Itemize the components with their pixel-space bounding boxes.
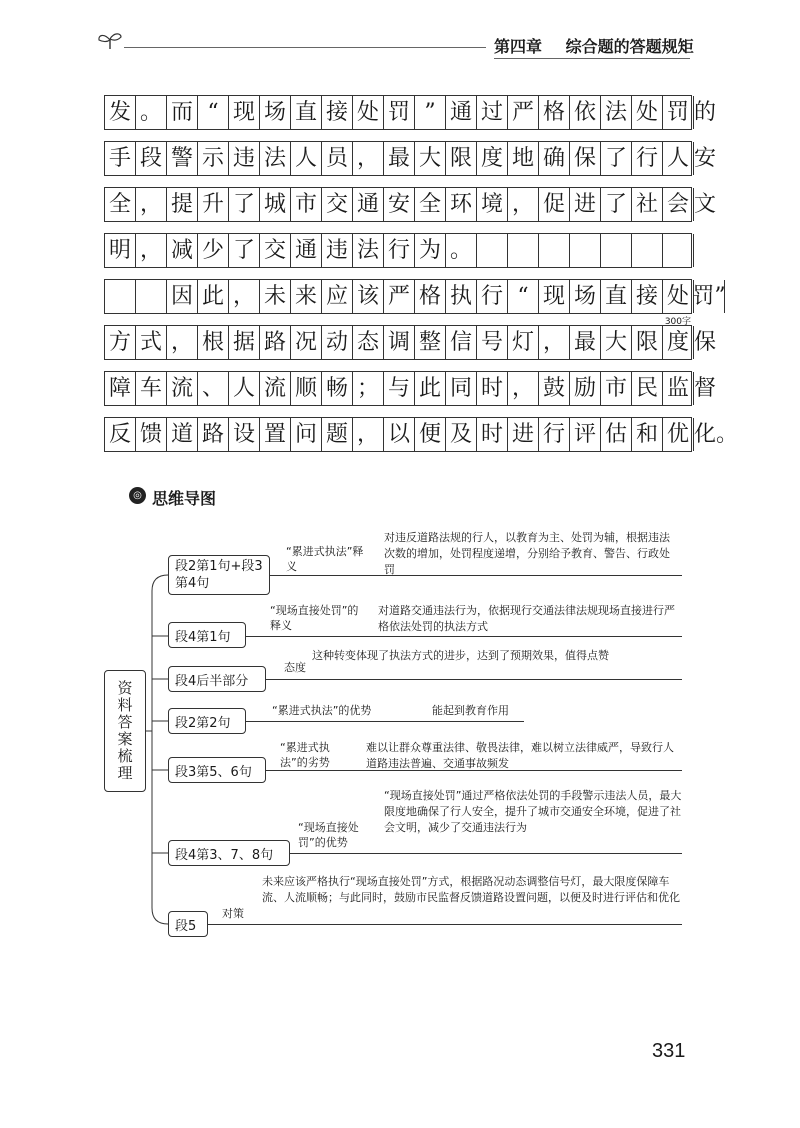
grid-cell: 限 xyxy=(632,326,663,359)
branch-line xyxy=(290,853,682,854)
grid-cell: 路 xyxy=(198,418,229,451)
grid-cell: 式 xyxy=(136,326,167,359)
mindmap-description: 对道路交通违法行为，依据现行交通法律法规现场直接进行严格依法处罚的执法方式 xyxy=(378,604,675,633)
grid-cell: 警 xyxy=(167,142,198,175)
grid-cell: 明 xyxy=(105,234,136,267)
grid-cell: 了 xyxy=(601,188,632,221)
grid-cell: 进 xyxy=(508,418,539,451)
grid-cell: 方 xyxy=(105,326,136,359)
grid-cell: 估 xyxy=(601,418,632,451)
grid-cell: ， xyxy=(508,188,539,221)
mindmap-description: 能起到教育作用 xyxy=(432,704,509,717)
grid-cell: 市 xyxy=(601,372,632,405)
grid-cell: 保 xyxy=(694,329,717,355)
mindmap-node: 段4第3、7、8句 xyxy=(168,840,290,866)
grid-cell: 法 xyxy=(260,142,291,175)
grid-cell: 行 xyxy=(384,234,415,267)
grid-cell: 据 xyxy=(229,326,260,359)
grid-cell: 行 xyxy=(477,280,508,313)
grid-cell: 少 xyxy=(198,234,229,267)
grid-cell: 未 xyxy=(260,280,291,313)
grid-cell: 处 xyxy=(663,280,694,313)
grid-cell: 号 xyxy=(477,326,508,359)
branch-line xyxy=(246,721,524,722)
mindmap-description: 对违反道路法规的行人，以教育为主、处罚为辅，根据违法次数的增加，处罚程度递增，分别给予教育、警告、行政处罚 xyxy=(384,531,670,576)
branch-line xyxy=(266,770,682,771)
grid-cell: 流 xyxy=(260,372,291,405)
grid-cell: 场 xyxy=(260,96,291,129)
grid-cell: 接 xyxy=(322,96,353,129)
grid-cell: 。 xyxy=(446,234,477,267)
grid-cell: ； xyxy=(353,372,384,405)
grid-cell: 灯 xyxy=(508,326,539,359)
word-count-label: 300字 xyxy=(664,317,691,327)
grid-cell: 励 xyxy=(570,372,601,405)
grid-cell: 罚” xyxy=(694,280,725,313)
grid-cell: 促 xyxy=(539,188,570,221)
grid-cell: 鼓 xyxy=(539,372,570,405)
grid-cell: 评 xyxy=(570,418,601,451)
grid-cell: “ xyxy=(198,96,229,129)
grid-cell: 法 xyxy=(601,96,632,129)
mindmap-root-label: 资料答案梳理 xyxy=(115,680,134,782)
grid-cell: 全 xyxy=(105,188,136,221)
grid-cell: 以 xyxy=(384,418,415,451)
grid-cell: 过 xyxy=(477,96,508,129)
grid-cell: 应 xyxy=(322,280,353,313)
grid-cell: ， xyxy=(353,418,384,451)
grid-cell: 最 xyxy=(570,326,601,359)
grid-cell: 根 xyxy=(198,326,229,359)
mindmap-node: 段2第1句+段3第4句 xyxy=(168,555,270,595)
mindmap-title: 思维导图 xyxy=(152,489,217,508)
branch-line xyxy=(270,575,682,576)
grid-cell: 度 xyxy=(477,142,508,175)
grid-cell: 城 xyxy=(260,188,291,221)
grid-cell: 员 xyxy=(322,142,353,175)
grid-cell: 同 xyxy=(446,372,477,405)
grid-cell: 而 xyxy=(167,96,198,129)
mindmap-node: 段2第2句 xyxy=(168,708,246,734)
grid-cell: 限 xyxy=(446,142,477,175)
grid-cell: 路 xyxy=(260,326,291,359)
grid-cell: 行 xyxy=(539,418,570,451)
grid-cell: ， xyxy=(353,142,384,175)
grid-cell: 手 xyxy=(105,142,136,175)
mindmap-label: “累进式执法”的优势 xyxy=(272,704,372,717)
grid-cell: 最 xyxy=(384,142,415,175)
branch-line xyxy=(246,636,682,637)
grid-cell: 格 xyxy=(415,280,446,313)
grid-cell: 该 xyxy=(353,280,384,313)
grid-cell: 督 xyxy=(694,375,717,401)
grid-cell: 了 xyxy=(601,142,632,175)
grid-cell: 况 xyxy=(291,326,322,359)
grid-cell: 行 xyxy=(632,142,663,175)
mindmap-node: 段5 xyxy=(168,911,208,937)
grid-cell: 为 xyxy=(415,234,446,267)
grid-cell: 置 xyxy=(260,418,291,451)
grid-cell: 调 xyxy=(384,326,415,359)
grid-cell: 顺 xyxy=(291,372,322,405)
grid-cell: 监 xyxy=(663,372,694,405)
section-badge-icon: ◎ xyxy=(129,487,146,504)
mindmap-label: “累进式执法”释义 xyxy=(286,545,364,573)
branch-line xyxy=(266,679,682,680)
grid-cell: 确 xyxy=(539,142,570,175)
grid-cell: 交 xyxy=(322,188,353,221)
mindmap-description: 未来应该严格执行“现场直接处罚”方式，根据路况动态调整信号灯，最大限度保障车流、人流顺畅；与此同时，鼓励市民监督反馈道路设置问题，以便及时进行评估和优化 xyxy=(262,875,680,904)
grid-cell: ， xyxy=(136,188,167,221)
grid-cell: 示 xyxy=(198,142,229,175)
grid-cell: 便 xyxy=(415,418,446,451)
grid-cell: ， xyxy=(136,234,167,267)
mindmap-node: 段4第1句 xyxy=(168,622,246,648)
grid-cell: 馈 xyxy=(136,418,167,451)
grid-cell: 严 xyxy=(384,280,415,313)
grid-cell: ， xyxy=(508,372,539,405)
grid-cell: “ xyxy=(508,280,539,313)
grid-cell: 接 xyxy=(632,280,663,313)
grid-cell: 障 xyxy=(105,372,136,405)
grid-cell: 全 xyxy=(415,188,446,221)
grid-cell: 市 xyxy=(291,188,322,221)
mindmap-label: 对策 xyxy=(222,907,244,920)
grid-cell: 时 xyxy=(477,372,508,405)
grid-cell: 升 xyxy=(198,188,229,221)
grid-cell: 境 xyxy=(477,188,508,221)
grid-cell: 来 xyxy=(291,280,322,313)
grid-cell: 文 xyxy=(694,191,717,217)
grid-cell: 车 xyxy=(136,372,167,405)
grid-cell: 安 xyxy=(384,188,415,221)
grid-cell: 格 xyxy=(539,96,570,129)
mindmap-label: “现场直接处罚”的优势 xyxy=(298,821,359,849)
grid-cell: 安 xyxy=(694,145,717,171)
grid-cell: 题 xyxy=(322,418,353,451)
grid-cell: 环 xyxy=(446,188,477,221)
grid-cell: 因 xyxy=(167,280,198,313)
mindmap-label: 态度 xyxy=(284,661,306,674)
grid-cell: 与 xyxy=(384,372,415,405)
grid-cell: 段 xyxy=(136,142,167,175)
grid-cell: 减 xyxy=(167,234,198,267)
grid-cell: ， xyxy=(539,326,570,359)
grid-cell: 问 xyxy=(291,418,322,451)
grid-cell: 通 xyxy=(446,96,477,129)
grid-cell: 人 xyxy=(291,142,322,175)
mindmap-label: “累进式执法”的劣势 xyxy=(280,741,330,769)
mindmap-description: 这种转变体现了执法方式的进步，达到了预期效果，值得点赞 xyxy=(312,649,609,662)
grid-cell: 人 xyxy=(663,142,694,175)
grid-cell: 此 xyxy=(198,280,229,313)
grid-cell: 道 xyxy=(167,418,198,451)
grid-cell: ， xyxy=(167,326,198,359)
grid-cell: 的 xyxy=(694,99,717,125)
grid-cell: 场 xyxy=(570,280,601,313)
grid-cell: 人 xyxy=(229,372,260,405)
grid-cell: 现 xyxy=(539,280,570,313)
grid-cell: 违 xyxy=(322,234,353,267)
grid-cell: 执 xyxy=(446,280,477,313)
mindmap-root xyxy=(104,670,146,792)
grid-cell: 通 xyxy=(291,234,322,267)
grid-cell: 会 xyxy=(663,188,694,221)
grid-cell: 处 xyxy=(353,96,384,129)
mindmap-node: 段3第5、6句 xyxy=(168,757,266,783)
grid-cell: 法 xyxy=(353,234,384,267)
grid-cell: 信 xyxy=(446,326,477,359)
grid-cell: 了 xyxy=(229,234,260,267)
grid-cell: 通 xyxy=(353,188,384,221)
grid-cell: 依 xyxy=(570,96,601,129)
grid-cell: 严 xyxy=(508,96,539,129)
grid-cell: 及 xyxy=(446,418,477,451)
grid-cell: 化。 xyxy=(694,421,739,447)
grid-cell: 整 xyxy=(415,326,446,359)
grid-cell: 发 xyxy=(105,96,136,129)
grid-cell: 、 xyxy=(198,372,229,405)
grid-cell: 流 xyxy=(167,372,198,405)
grid-cell: 态 xyxy=(353,326,384,359)
grid-cell: 反 xyxy=(105,418,136,451)
mindmap-label: “现场直接处罚”的释义 xyxy=(270,604,359,632)
chapter-label: 第四章 xyxy=(494,37,543,56)
grid-cell: 地 xyxy=(508,142,539,175)
mindmap-node: 段4后半部分 xyxy=(168,666,266,692)
grid-cell: 大 xyxy=(415,142,446,175)
grid-cell: 保 xyxy=(570,142,601,175)
grid-cell: 现 xyxy=(229,96,260,129)
grid-cell: ” xyxy=(415,96,446,129)
mindmap-description: 难以让群众尊重法律、敬畏法律，难以树立法律威严，导致行人道路违法普遍、交通事故频发 xyxy=(366,741,674,770)
grid-cell: 度 xyxy=(663,326,694,359)
grid-cell: 优 xyxy=(663,418,694,451)
chapter-title: 综合题的答题规矩 xyxy=(565,37,694,56)
mindmap-description: “现场直接处罚”通过严格依法处罚的手段警示违法人员，最大限度地确保了行人安全，提升了城市交通安全环境，促进了社会文明，减少了交通违法行为 xyxy=(384,789,682,834)
grid-cell: ， xyxy=(229,280,260,313)
grid-cell: 交 xyxy=(260,234,291,267)
grid-cell: 民 xyxy=(632,372,663,405)
grid-cell: 进 xyxy=(570,188,601,221)
grid-cell: 罚 xyxy=(384,96,415,129)
grid-cell: 动 xyxy=(322,326,353,359)
grid-cell: 社 xyxy=(632,188,663,221)
grid-cell: 提 xyxy=(167,188,198,221)
grid-cell: 罚 xyxy=(663,96,694,129)
branch-line xyxy=(208,924,682,925)
grid-cell: 此 xyxy=(415,372,446,405)
grid-cell: 处 xyxy=(632,96,663,129)
grid-cell: 大 xyxy=(601,326,632,359)
grid-cell: 直 xyxy=(601,280,632,313)
grid-cell: 畅 xyxy=(322,372,353,405)
page-number: 331 xyxy=(652,1040,686,1062)
grid-cell: 。 xyxy=(136,96,167,129)
grid-cell: 时 xyxy=(477,418,508,451)
grid-cell: 和 xyxy=(632,418,663,451)
grid-cell: 直 xyxy=(291,96,322,129)
grid-cell: 了 xyxy=(229,188,260,221)
grid-cell: 违 xyxy=(229,142,260,175)
grid-cell: 设 xyxy=(229,418,260,451)
